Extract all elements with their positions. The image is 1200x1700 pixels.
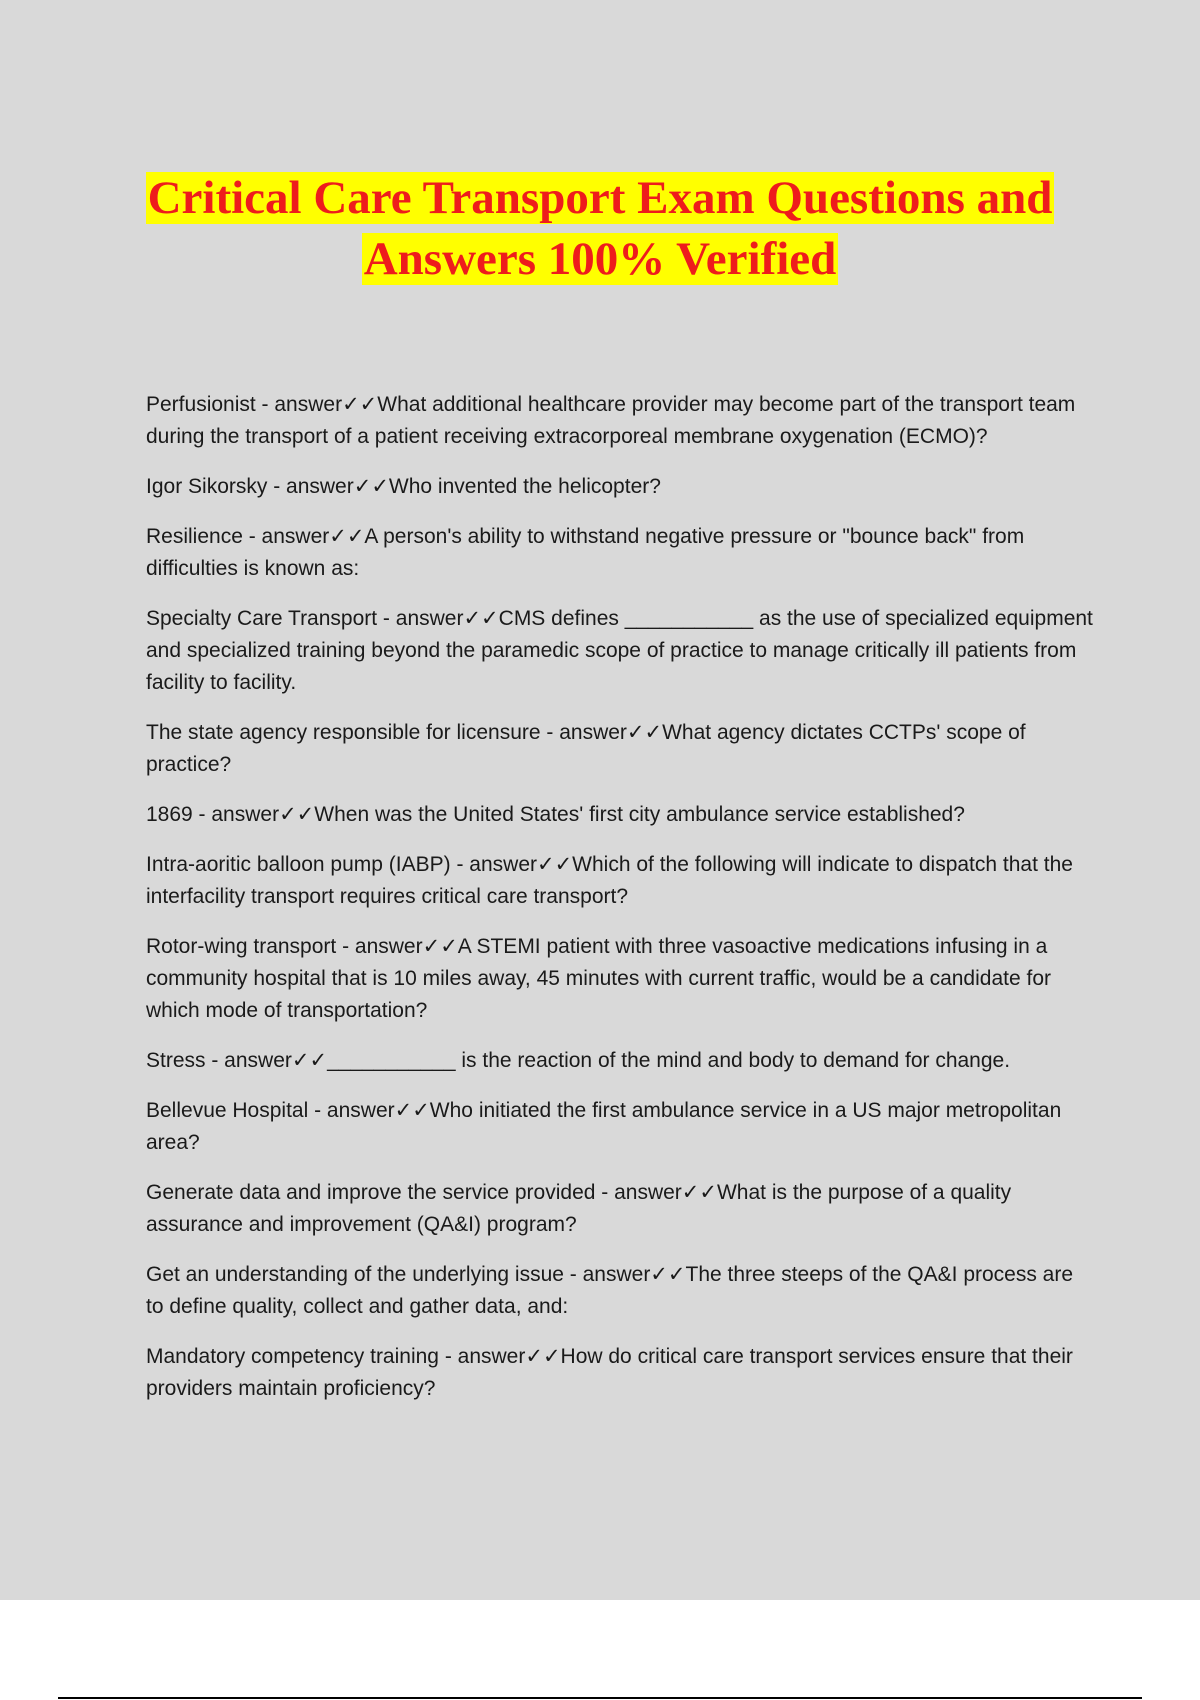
- qa-item-resilience: Resilience - answer✓✓A person's ability to withstand negative pressure or "bounce back" from difficulties is known as:: [146, 525, 1031, 580]
- qa-item-competency-training: Mandatory competency training - answer✓✓How do critical care transport services ensure that their providers maintain proficiency?: [146, 1345, 1079, 1400]
- qa-item-igor-sikorsky: Igor Sikorsky - answer✓✓Who invented the helicopter?: [146, 475, 661, 498]
- qa-item-state-agency: The state agency responsible for licensure - answer✓✓What agency dictates CCTPs' scope of practice?: [146, 721, 1032, 776]
- qa-item-stress: Stress - answer✓✓___________ is the reaction of the mind and body to demand for change.: [146, 1049, 1011, 1072]
- qa-item-qa-i-steps: Get an understanding of the underlying issue - answer✓✓The three steeps of the QA&I process are to define quality, collect and gather data, and:: [146, 1263, 1079, 1318]
- title-line-2: Answers 100% Verified: [363, 233, 837, 285]
- qa-item-qa-i-purpose: Generate data and improve the service provided - answer✓✓What is the purpose of a quality assurance and improvement (QA&I) program?: [146, 1181, 1017, 1236]
- qa-item-perfusionist: Perfusionist - answer✓✓What additional healthcare provider may become part of the transport team during the transport of a patient receiving extracorporeal membrane oxygenation (ECMO)?: [146, 393, 1082, 448]
- qa-list: [146, 389, 1099, 1423]
- qa-item-bellevue: Bellevue Hospital - answer✓✓Who initiated the first ambulance service in a US major metropolitan area?: [146, 1099, 1068, 1154]
- qa-item-rotor-wing: Rotor-wing transport - answer✓✓A STEMI patient with three vasoactive medications infusing in a community hospital that is 10 miles away, 45 minutes with current traffic, would be a candidate for which mode of transportation?: [146, 935, 1057, 1022]
- bottom-divider: [58, 1697, 1142, 1699]
- title-line-1: Critical Care Transport Exam Questions and: [147, 172, 1053, 224]
- qa-item-1869: 1869 - answer✓✓When was the United States' first city ambulance service established?: [146, 803, 965, 826]
- qa-item-specialty-care-transport: Specialty Care Transport - answer✓✓CMS defines ___________ as the use of specialized equipment and specialized training beyond the paramedic scope of practice to manage critically ill patients from facility to facility.: [146, 607, 1099, 694]
- page-title: [0, 168, 1200, 290]
- qa-item-iabp: Intra-aoritic balloon pump (IABP) - answer✓✓Which of the following will indicate to dispatch that the interfacility transport requires critical care transport?: [146, 853, 1079, 908]
